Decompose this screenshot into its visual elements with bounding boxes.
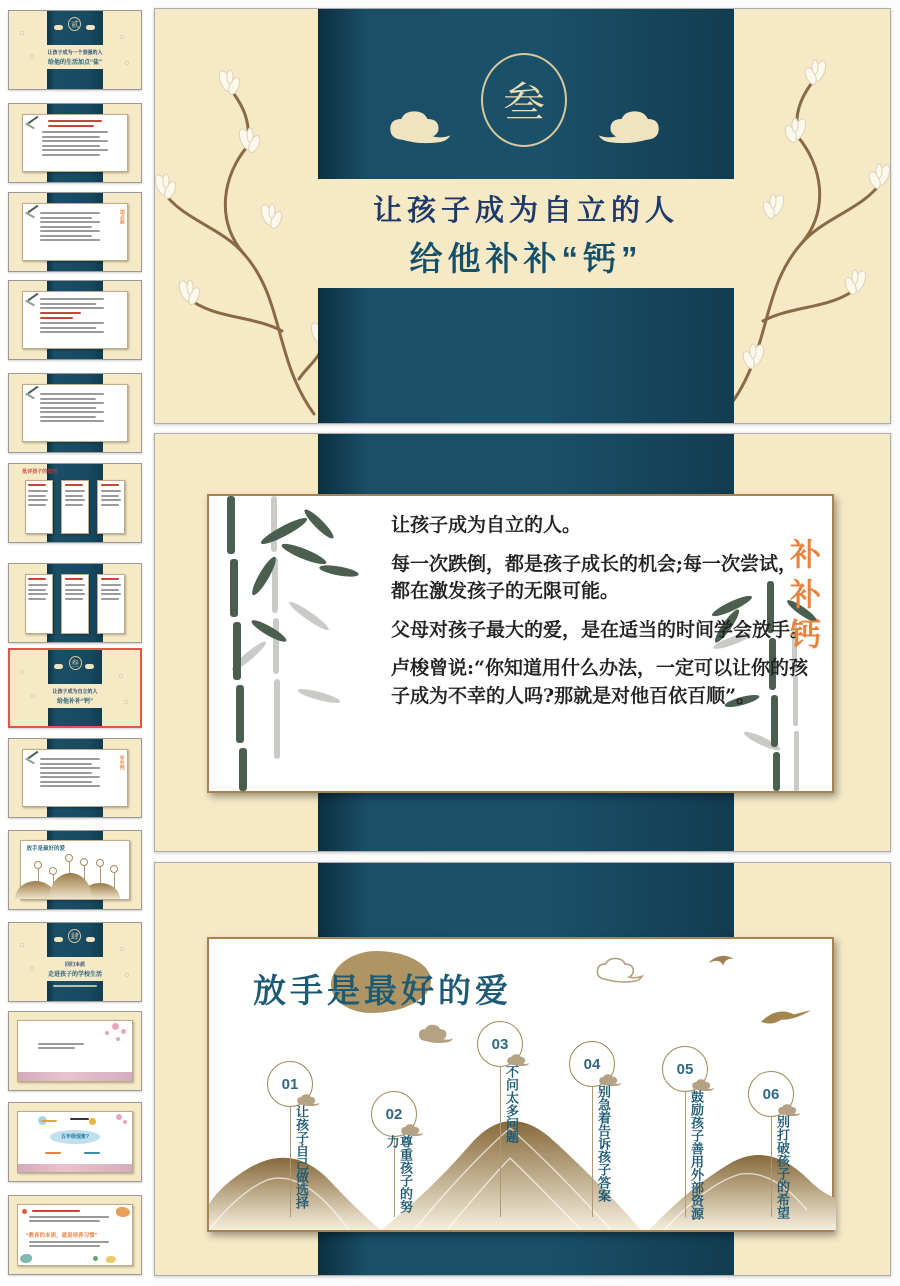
tiny-text-line	[40, 226, 92, 228]
tiny-text-line	[28, 589, 46, 591]
tiny-text-line	[40, 230, 100, 232]
double-cloud-icon	[595, 957, 647, 989]
slide-canvas-cover[interactable]	[154, 8, 891, 424]
slide-thumbnail-7[interactable]	[8, 563, 142, 643]
slide-thumbnail-14[interactable]	[8, 1195, 142, 1275]
tiny-text-line	[101, 484, 119, 486]
tiny-text-line	[42, 145, 100, 147]
slide-thumbnail-10[interactable]	[8, 830, 142, 910]
mini-heading: 批评孩子的技巧	[22, 469, 58, 475]
tiny-text-line	[40, 322, 104, 324]
tip-number-circle[interactable]: 02	[371, 1091, 417, 1137]
tips-card[interactable]	[207, 937, 834, 1232]
mini-side-label: 补补钙	[118, 755, 125, 771]
tiny-text-line	[28, 495, 46, 497]
tiny-text-line	[101, 495, 119, 497]
tiny-text-line	[40, 776, 100, 778]
tiny-text-line	[29, 1245, 100, 1247]
tiny-text-line	[65, 484, 83, 486]
tip-number-circle[interactable]: 06	[748, 1071, 794, 1117]
slide-thumbnail-1[interactable]	[8, 10, 142, 90]
mini-cloud-card	[17, 1111, 133, 1173]
tiny-text-line	[65, 589, 83, 591]
tiny-text-line	[40, 393, 104, 395]
mini-title-line2: 走进孩子的学校生活	[47, 971, 102, 978]
tiny-text-line	[40, 416, 96, 418]
tiny-text-line	[42, 140, 108, 142]
tiny-text-line	[101, 598, 119, 600]
mini-tips-title: 放手是最好的爱	[26, 845, 66, 852]
slide-canvas-tips[interactable]	[154, 862, 891, 1276]
side-label-buxbugai[interactable]: 补补钙	[785, 538, 820, 658]
tiny-text-line	[40, 781, 92, 783]
mini-title-line2: 给他的生活加点“盐”	[47, 59, 102, 66]
mini-section-seal: 叁	[69, 656, 82, 670]
tiny-text-line	[101, 490, 121, 492]
quote-paragraph: 父母对孩子最大的爱，是在适当的时间学会放手。	[391, 618, 810, 641]
mini-blossom-card	[17, 1020, 133, 1082]
tiny-text-line	[40, 411, 104, 413]
tiny-text-line	[65, 504, 83, 506]
tiny-text-line	[40, 212, 100, 214]
tiny-text-line	[29, 1241, 109, 1243]
tiny-text-line	[65, 578, 83, 580]
tiny-text-line	[48, 125, 94, 127]
slide-thumbnail-6[interactable]	[8, 463, 142, 543]
tiny-text-line	[40, 312, 81, 314]
section-number: 叁	[502, 78, 545, 127]
mini-text-card	[22, 749, 128, 807]
tiny-text-line	[101, 578, 119, 580]
tiny-text-line	[65, 490, 85, 492]
cover-title-line1[interactable]: 让孩子成为自立的人	[372, 192, 679, 227]
tip-number-circle[interactable]: 01	[267, 1061, 313, 1107]
small-cloud-icon	[417, 1023, 457, 1049]
tiny-text-line	[65, 598, 83, 600]
mini-tips-card	[20, 840, 131, 901]
tiny-text-line	[65, 499, 85, 501]
tiny-text-line	[28, 578, 46, 580]
tiny-text-line	[42, 149, 108, 151]
mini-title-line1: 让孩子成为自立的人	[52, 688, 98, 695]
tiny-text-line	[65, 584, 85, 586]
mini-title-line1: 回归本质	[64, 961, 85, 968]
tiny-text-line	[29, 1216, 109, 1218]
tiny-text-line	[65, 593, 85, 595]
mini-text-card	[22, 203, 128, 261]
tiny-text-line	[28, 504, 46, 506]
quote-paragraph: 每一次跌倒，都是孩子成长的机会;每一次尝试，都在激发孩子的无限可能。	[391, 552, 798, 603]
slide-thumbnail-2[interactable]	[8, 103, 142, 183]
auspicious-cloud-icon	[592, 109, 662, 153]
tiny-text-line	[40, 402, 104, 404]
slide-thumbnail-11[interactable]	[8, 922, 142, 1002]
tiny-text-line	[101, 584, 121, 586]
tips-title[interactable]: 放手是最好的爱	[253, 971, 512, 1010]
quote-paragraph: 卢梭曾说:“你知道用什么办法，一定可以让你的孩子成为不幸的人吗?那就是对他百依百顺”。	[391, 657, 808, 707]
tiny-text-line	[40, 767, 100, 769]
mini-text-card	[22, 384, 128, 442]
tiny-text-line	[42, 131, 108, 133]
tiny-text-line	[101, 499, 121, 501]
tiny-text-line	[40, 317, 73, 319]
quote-card[interactable]	[207, 494, 834, 793]
mini-side-label: 加点盐	[118, 209, 125, 225]
tiny-text-line	[101, 589, 119, 591]
tiny-text-line	[40, 239, 100, 241]
tip-text[interactable]: 鼓励孩子善用外部资源	[689, 1090, 704, 1220]
slide-thumbnail-13[interactable]	[8, 1102, 142, 1182]
magnolia-branch-icon	[154, 69, 324, 419]
mini-colorful-card	[17, 1204, 133, 1266]
tiny-text-line	[40, 221, 100, 223]
tiny-text-line	[42, 136, 100, 138]
mini-cloud-label: 五年级现象?	[60, 1134, 90, 1141]
tiny-text-line	[40, 758, 100, 760]
quote-text-box[interactable]	[391, 512, 811, 721]
tip-text[interactable]: 别打破孩子的希望	[775, 1115, 790, 1219]
tip-number-circle[interactable]: 04	[569, 1041, 615, 1087]
tiny-text-line	[40, 217, 92, 219]
tiny-text-line	[40, 235, 92, 237]
tiny-text-line	[40, 307, 104, 309]
tiny-text-line	[40, 331, 104, 333]
tiny-text-line	[28, 593, 48, 595]
tiny-text-line	[40, 407, 96, 409]
magnolia-branch-icon	[721, 49, 891, 419]
bird-icon	[707, 951, 735, 967]
tiny-text-line	[65, 495, 83, 497]
tiny-text-line	[40, 763, 92, 765]
mini-section-seal: 贰	[68, 17, 81, 31]
mini-text-card	[22, 114, 128, 172]
tiny-text-line	[40, 303, 96, 305]
tiny-text-line	[48, 120, 102, 122]
slide-thumbnail-panel[interactable]	[0, 0, 152, 1286]
slide-thumbnail-4[interactable]	[8, 280, 142, 360]
cover-title-strip[interactable]	[318, 179, 734, 288]
tiny-text-line	[40, 398, 96, 400]
tiny-text-line	[38, 1043, 84, 1045]
section-number-seal[interactable]	[481, 53, 567, 147]
bird-icon	[761, 1005, 811, 1027]
tip-text[interactable]: 不问太多问题	[504, 1065, 519, 1143]
tiny-text-line	[28, 598, 46, 600]
tiny-text-line	[40, 298, 104, 300]
tip-text[interactable]: 别急着告诉孩子答案	[596, 1085, 611, 1202]
mini-title-line1: 让孩子成为一个坚强的人	[47, 49, 103, 56]
tiny-text-line	[40, 420, 104, 422]
slide-thumbnail-9[interactable]	[8, 738, 142, 818]
tiny-text-line	[42, 154, 100, 156]
slide-thumbnail-5[interactable]	[8, 373, 142, 453]
tip-number-circle[interactable]: 05	[662, 1046, 708, 1092]
slide-thumbnail-3[interactable]	[8, 192, 142, 272]
tip-text[interactable]: 尊重孩子的努力	[384, 1135, 413, 1213]
mini-text-card	[22, 291, 128, 349]
cover-title-line2[interactable]: 给他补补“钙”	[409, 239, 643, 277]
tiny-text-line	[28, 484, 46, 486]
slide-thumbnail-12[interactable]	[8, 1011, 142, 1091]
tiny-text-line	[29, 1220, 100, 1222]
tiny-text-line	[28, 499, 48, 501]
tiny-text-line	[40, 785, 100, 787]
tiny-text-line	[40, 327, 96, 329]
tiny-text-line	[28, 584, 48, 586]
tiny-text-line	[38, 1047, 75, 1049]
quote-paragraph: 让孩子成为自立的人。	[391, 514, 582, 536]
tiny-text-line	[28, 490, 48, 492]
mini-section-seal: 肆	[68, 929, 81, 943]
mini-title-line2: 给他补补“钙”	[56, 698, 93, 705]
mini-colorful-label: “教育的本质，就是培养习惯”	[25, 1232, 98, 1239]
tiny-text-line	[101, 504, 119, 506]
tip-number-circle[interactable]: 03	[477, 1021, 523, 1067]
tip-text[interactable]: 让孩子自己做选择	[294, 1105, 309, 1209]
slide-canvas-quote[interactable]	[154, 433, 891, 852]
tiny-text-line	[101, 593, 121, 595]
slide-thumbnail-8[interactable]	[8, 648, 142, 728]
bamboo-left-icon	[209, 496, 394, 791]
auspicious-cloud-icon	[387, 109, 457, 153]
tiny-text-line	[40, 772, 92, 774]
